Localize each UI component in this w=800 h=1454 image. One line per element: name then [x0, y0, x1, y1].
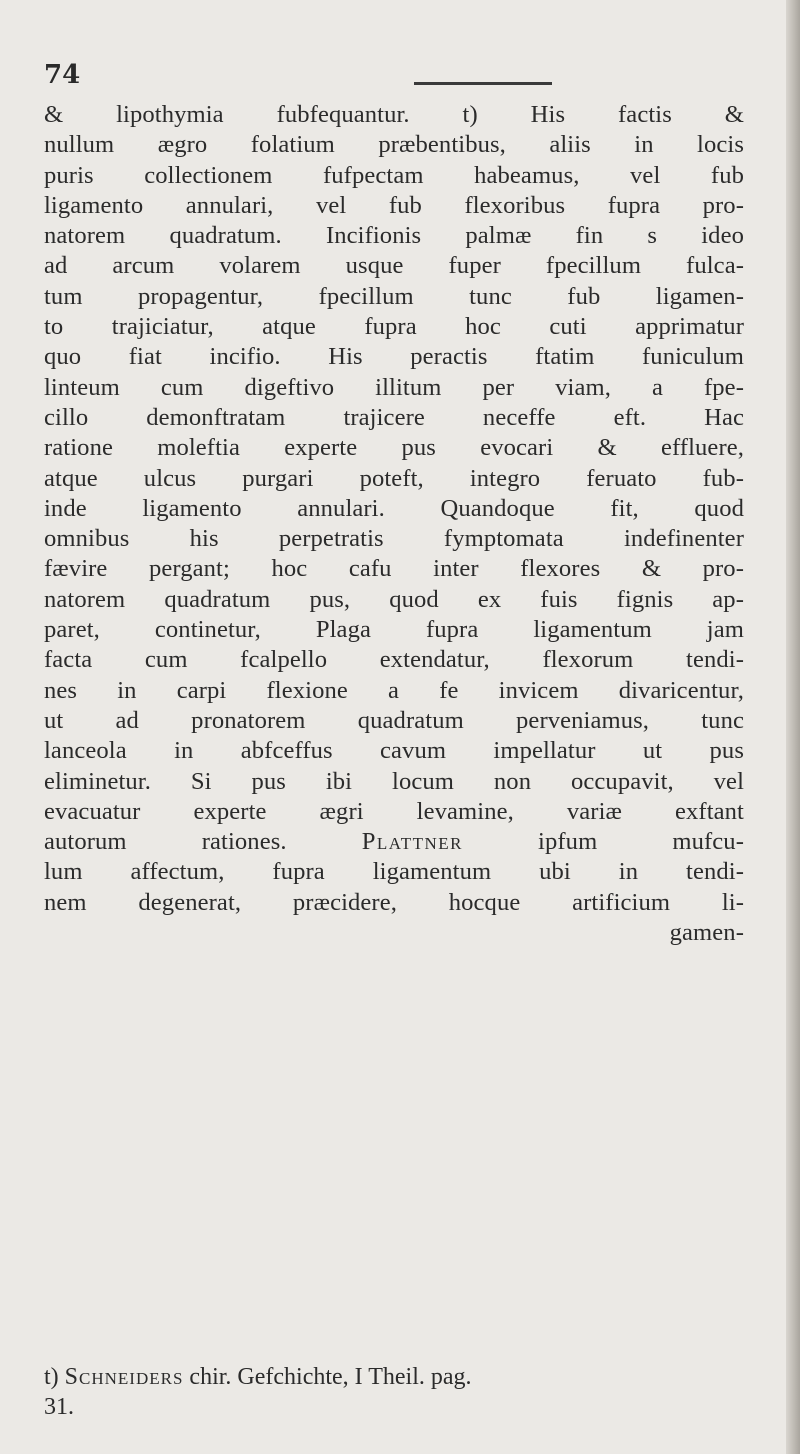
text-line: cillo demonftratam trajicere neceffe eft. Hac [44, 403, 744, 431]
text-line: tum propagentur, fpecillum tunc fub ligamen- [44, 282, 744, 310]
footnote [44, 1362, 744, 1422]
body-text [44, 100, 744, 948]
text-line: ad arcum volarem usque fuper fpecillum fulca- [44, 252, 744, 280]
text-line: evacuatur experte ægri levamine, variæ exftant [44, 797, 744, 825]
header-rule [414, 82, 552, 85]
text-line: ligamento annulari, vel fub flexoribus fupra pro- [44, 191, 744, 219]
text-line: paret, continetur, Plaga fupra ligamentum jam [44, 616, 744, 644]
text-line: inde ligamento annulari. Quandoque fit, quod [44, 494, 744, 522]
text-line: fævire pergant; hoc cafu inter flexores & pro- [44, 555, 744, 583]
text-line: eliminetur. Si pus ibi locum non occupavit, vel [44, 767, 744, 795]
text-line: omnibus his perpetratis fymptomata indefinenter [44, 525, 744, 553]
binding-edge [786, 0, 800, 1454]
page-number: 74 [44, 60, 81, 90]
text-segment: ipfum mufcu- [462, 828, 744, 856]
text-line: ut ad pronatorem quadratum perveniamus, tunc [44, 706, 744, 734]
text-line: lum affectum, fupra ligamentum ubi in tendi- [44, 858, 744, 886]
text-line: natorem quadratum. Incifionis palmæ fin s ideo [44, 222, 744, 250]
text-line: atque ulcus purgari poteft, integro feruato fub- [44, 464, 744, 492]
text-line: facta cum fcalpello extendatur, flexorum tendi- [44, 646, 744, 674]
text-line: & lipothymia fubfequantur. t) His factis & [44, 101, 744, 128]
text-line: quo fiat incifio. His peractis ftatim funiculum [44, 343, 744, 371]
text-line: nem degenerat, præcidere, hocque artificium li- [44, 888, 744, 916]
footnote-author: Schneiders [64, 1364, 184, 1390]
text-line: to trajiciatur, atque fupra hoc cuti apprimatur [44, 313, 744, 341]
catchword: gamen- [669, 919, 744, 947]
page-header [44, 60, 744, 100]
text-line: linteum cum digeftivo illitum per viam, a fpe- [44, 373, 744, 401]
text-line: puris collectionem fufpectam habeamus, vel fub [44, 161, 744, 189]
footnote-marker: t) [44, 1364, 59, 1390]
text-line: natorem quadratum pus, quod ex fuis fignis ap- [44, 585, 744, 613]
text-line-with-author [44, 827, 744, 857]
text-line: nes in carpi flexione a fe invicem divaricentur, [44, 676, 744, 704]
text-line: ratione moleftia experte pus evocari & effluere, [44, 434, 744, 462]
text-line: lanceola in abfceffus cavum impellatur ut pus [44, 737, 744, 765]
footnote-line [44, 1362, 744, 1392]
text-segment: autorum rationes. [44, 828, 362, 856]
footnote-page-ref: 31. [44, 1394, 74, 1420]
text-line: nullum ægro folatium præbentibus, aliis in locis [44, 131, 744, 159]
author-name: Plattner [361, 828, 463, 856]
footnote-text: chir. Gefchichte, I Theil. pag. [183, 1364, 472, 1390]
